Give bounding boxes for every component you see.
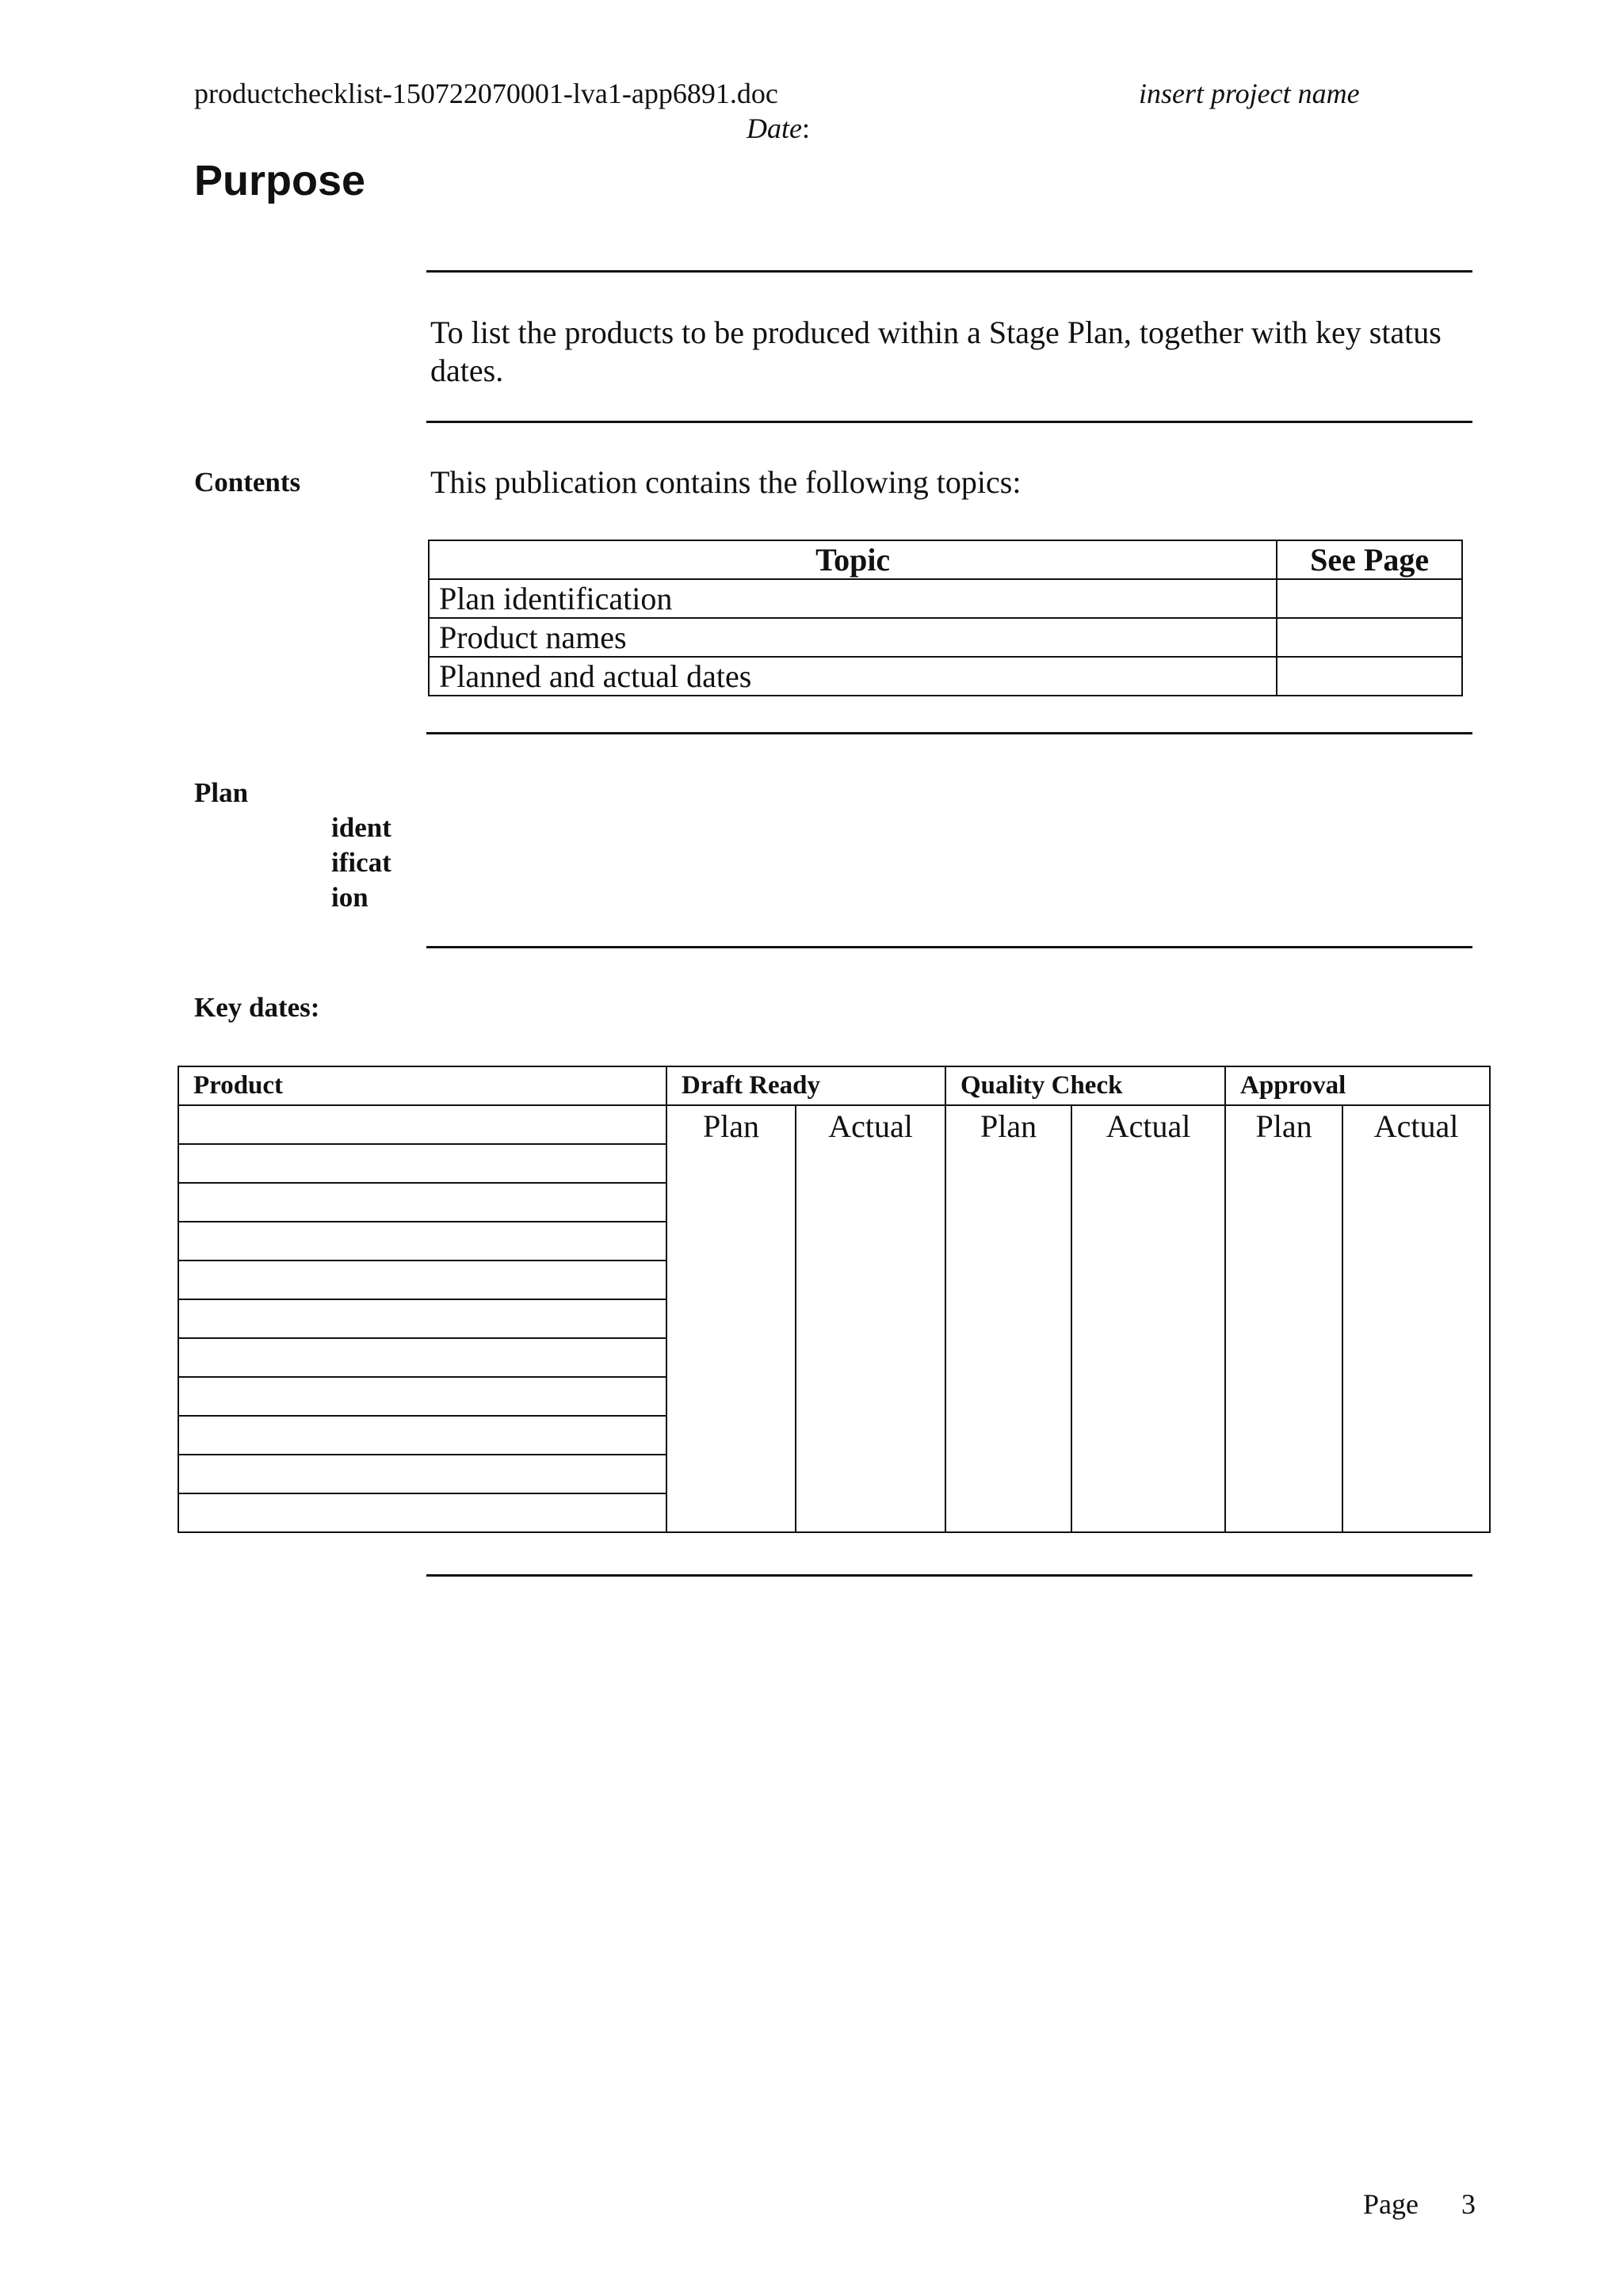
quality-check-plan-cell: Plan xyxy=(945,1105,1071,1532)
product-cell xyxy=(178,1299,666,1338)
purpose-text: To list the products to be produced within a Stage Plan, together with key status dates. xyxy=(430,315,1442,388)
product-cell xyxy=(178,1222,666,1261)
plan-identification-label-line3: ificat xyxy=(331,847,391,878)
quality-check-actual-cell: Actual xyxy=(1071,1105,1225,1532)
product-column-header: Product xyxy=(178,1066,666,1105)
date-colon: : xyxy=(801,113,810,144)
plan-identification-label-line2: ident xyxy=(331,812,391,843)
page-label: Page xyxy=(1363,2188,1419,2220)
table-row xyxy=(429,618,1462,657)
key-dates-label: Key dates: xyxy=(194,992,320,1023)
draft-ready-plan-cell: Plan xyxy=(666,1105,796,1532)
draft-ready-column-header: Draft Ready xyxy=(666,1066,945,1105)
section-divider xyxy=(426,270,1472,273)
product-cell xyxy=(178,1455,666,1493)
page-number: 3 xyxy=(1461,2188,1476,2220)
contents-label: Contents xyxy=(194,467,301,498)
section-divider xyxy=(426,946,1472,948)
page-footer xyxy=(1363,2187,1476,2222)
date-field xyxy=(747,111,810,146)
approval-plan-cell: Plan xyxy=(1225,1105,1342,1532)
page-cell xyxy=(1277,618,1462,657)
approval-actual-cell: Actual xyxy=(1342,1105,1490,1532)
approval-column-header: Approval xyxy=(1225,1066,1490,1105)
quality-check-column-header: Quality Check xyxy=(945,1066,1225,1105)
product-cell xyxy=(178,1493,666,1532)
topic-column-header: Topic xyxy=(429,540,1277,579)
topics-table xyxy=(428,540,1463,696)
product-cell xyxy=(178,1144,666,1183)
table-row xyxy=(429,657,1462,696)
product-cell xyxy=(178,1183,666,1222)
key-dates-table xyxy=(178,1066,1491,1533)
product-cell xyxy=(178,1261,666,1299)
document-filename: productchecklist-150722070001-lva1-app6891.doc xyxy=(194,78,778,109)
product-cell xyxy=(178,1416,666,1455)
page-cell xyxy=(1277,657,1462,696)
plan-identification-label-line4: ion xyxy=(331,882,369,913)
page-title: Purpose xyxy=(194,157,366,204)
table-row xyxy=(429,579,1462,618)
product-cell xyxy=(178,1338,666,1377)
see-page-column-header: See Page xyxy=(1277,540,1462,579)
date-label: Date xyxy=(747,113,802,144)
topics-header-row xyxy=(429,540,1462,579)
topic-cell: Planned and actual dates xyxy=(429,657,1277,696)
section-divider xyxy=(426,421,1472,423)
page-cell xyxy=(1277,579,1462,618)
draft-ready-actual-cell: Actual xyxy=(796,1105,945,1532)
project-name: insert project name xyxy=(1139,78,1360,109)
topic-cell: Plan identification xyxy=(429,579,1277,618)
section-divider xyxy=(426,1574,1472,1577)
plan-identification-label-line1: Plan xyxy=(194,777,249,808)
key-dates-header-row xyxy=(178,1066,1490,1105)
topic-cell: Product names xyxy=(429,618,1277,657)
product-cell xyxy=(178,1105,666,1144)
section-divider xyxy=(426,732,1472,734)
contents-intro: This publication contains the following topics: xyxy=(430,464,1022,500)
table-row xyxy=(178,1105,1490,1144)
product-cell xyxy=(178,1377,666,1416)
